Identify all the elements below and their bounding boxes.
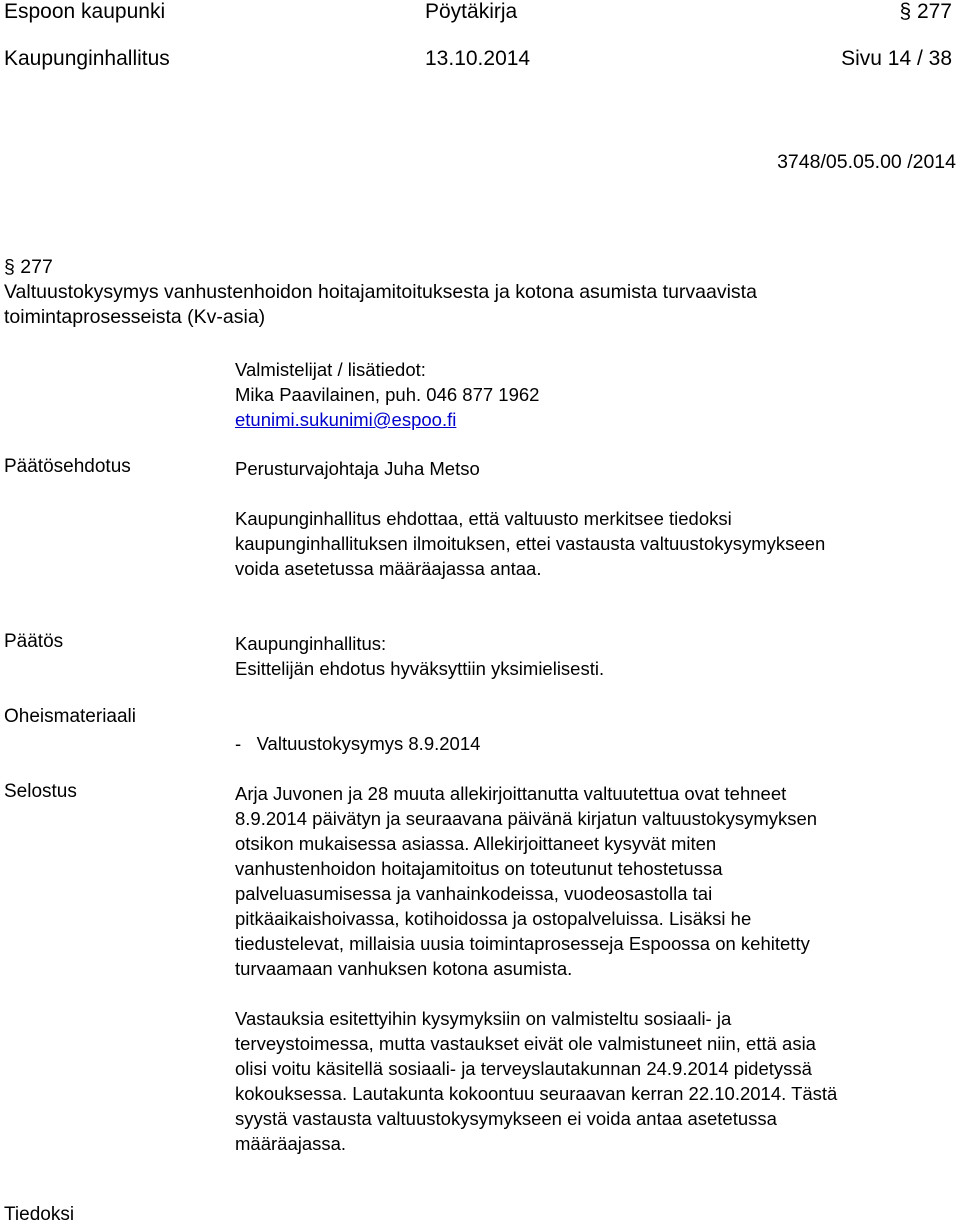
preparer-contact: Mika Paavilainen, puh. 046 877 1962: [235, 384, 540, 405]
description-p2-line-6: määräajassa.: [235, 1133, 347, 1154]
org-name: Espoon kaupunki: [4, 0, 166, 23]
decision-label: Päätös: [4, 631, 64, 652]
attachment-item: - Valtuustokysymys 8.9.2014: [235, 733, 481, 754]
description-p2-line-4: kokouksessa. Lautakunta kokoontuu seuraavan kerran 22.10.2014. Tästä: [235, 1083, 838, 1104]
item-title-line-1: Valtuustokysymys vanhustenhoidon hoitajamitoituksesta ja kotona asumista turvaavista: [4, 281, 757, 303]
preparer-email-link[interactable]: etunimi.sukunimi@espoo.fi: [235, 409, 457, 430]
description-p1-line-3: otsikon mukaisessa asiassa. Allekirjoittaneet kysyvät miten: [235, 833, 717, 854]
item-title-line-2: toimintaprosesseista (Kv-asia): [4, 306, 266, 328]
description-label: Selostus: [4, 781, 77, 802]
description-p1-line-4: vanhustenhoidon hoitajamitoitus on toteutunut tehostetussa: [235, 858, 723, 879]
description-p2-line-1: Vastauksia esitettyihin kysymyksiin on valmisteltu sosiaali- ja: [235, 1008, 732, 1029]
proposal-text-line-1: Kaupunginhallitus ehdottaa, että valtuusto merkitsee tiedoksi: [235, 508, 732, 529]
page-number: Sivu 14 / 38: [841, 47, 952, 70]
section-number: § 277: [899, 0, 952, 23]
meeting-body: Kaupunginhallitus: [4, 47, 170, 70]
doc-type: Pöytäkirja: [425, 0, 518, 23]
description-p1-line-2: 8.9.2014 päivätyn ja seuraavana päivänä kirjatun valtuustokysymyksen: [235, 808, 818, 829]
description-p1-line-6: pitkäaikaishoivassa, kotihoidossa ja ostopalveluissa. Lisäksi he: [235, 908, 752, 929]
decision-body: Kaupunginhallitus:: [235, 633, 387, 654]
description-p2-line-2: terveystoimessa, mutta vastaukset eivät ole valmistuneet niin, että asia: [235, 1033, 816, 1054]
proposal-text-line-3: voida asetetussa määräajassa antaa.: [235, 558, 542, 579]
proposer: Perusturvajohtaja Juha Metso: [235, 458, 480, 479]
proposal-text-line-2: kaupunginhallituksen ilmoituksen, ettei vastausta valtuustokysymykseen: [235, 533, 826, 554]
meeting-date: 13.10.2014: [425, 47, 531, 70]
reference-number: 3748/05.05.00 /2014: [777, 151, 956, 173]
description-p1-line-1: Arja Juvonen ja 28 muuta allekirjoittanutta valtuutettua ovat tehneet: [235, 783, 787, 804]
attachments-label: Oheismateriaali: [4, 706, 136, 727]
description-p2-line-3: olisi voitu käsitellä sosiaali- ja terveyslautakunnan 24.9.2014 pidetyssä: [235, 1058, 812, 1079]
preparers-heading: Valmistelijat / lisätiedot:: [235, 359, 426, 380]
description-p1-line-8: turvaamaan vanhuksen kotona asumista.: [235, 958, 573, 979]
description-p1-line-7: tiedustelevat, millaisia uusia toimintaprosesseja Espoossa on kehitetty: [235, 933, 810, 954]
proposal-label: Päätösehdotus: [4, 456, 131, 477]
decision-text: Esittelijän ehdotus hyväksyttiin yksimielisesti.: [235, 658, 605, 679]
item-number: § 277: [4, 256, 53, 278]
description-p1-line-5: palveluasumisessa ja vanhainkodeissa, vuodeosastolla tai: [235, 883, 713, 904]
description-p2-line-5: syystä vastausta valtuustokysymykseen ei voida antaa asetetussa: [235, 1108, 777, 1129]
notice-label: Tiedoksi: [4, 1204, 75, 1225]
